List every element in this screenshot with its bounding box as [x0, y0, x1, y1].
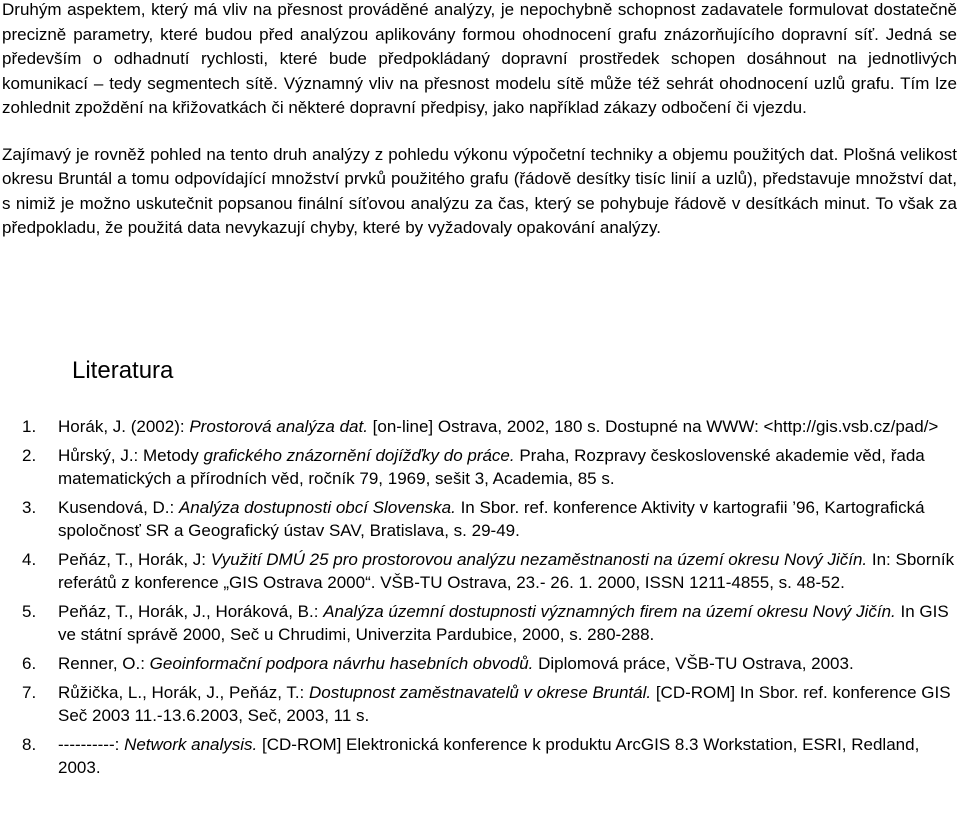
reference-authors: Renner, O.: — [58, 654, 150, 673]
reference-text — [58, 654, 854, 673]
reference-item — [0, 681, 955, 727]
reference-text — [58, 683, 951, 725]
reference-details: In: Sborník referátů z konference „GIS Ostrava 2000“. VŠB-TU Ostrava, 23.- 26. 1. 2000, ISSN 1211-4855, s. 48-52. — [58, 550, 955, 592]
reference-text — [58, 417, 938, 436]
reference-authors: Hůrský, J.: Metody — [58, 446, 204, 465]
reference-item — [0, 496, 955, 542]
reference-details: [CD-ROM] In Sbor. ref. konference GIS Seč 2003 11.-13.6.2003, Seč, 2003, 11 s. — [58, 683, 951, 725]
reference-number: 7. — [22, 683, 37, 702]
reference-details: [on-line] Ostrava, 2002, 180 s. Dostupné na WWW: <http://gis.vsb.cz/pad/> — [367, 417, 939, 436]
reference-title: grafického znázornění dojížďky do práce. — [203, 446, 515, 465]
reference-details: [CD-ROM] Elektronická konference k produktu ArcGIS 8.3 Workstation, ESRI, Redland, 2003. — [58, 735, 920, 777]
reference-text — [58, 498, 925, 540]
document-page — [2, 0, 957, 241]
reference-number: 4. — [22, 550, 37, 569]
reference-title: Prostorová analýza dat. — [189, 417, 368, 436]
reference-authors: Horák, J. (2002): — [58, 417, 190, 436]
reference-title: Analýza dostupnosti obcí Slovenska. — [178, 498, 456, 517]
reference-title: Dostupnost zaměstnavatelů v okrese Bruntál. — [309, 683, 652, 702]
reference-number: 1. — [22, 417, 37, 436]
reference-item — [0, 600, 955, 646]
reference-list — [0, 415, 955, 785]
reference-number: 5. — [22, 602, 37, 621]
reference-item — [0, 652, 955, 675]
reference-authors: Růžička, L., Horák, J., Peňáz, T.: — [58, 683, 310, 702]
reference-title: Network analysis. — [124, 735, 258, 754]
paragraph-accuracy: Druhým aspektem, který má vliv na přesnost prováděné analýzy, je nepochybně schopnost zadavatele formulovat dostatečně precizně parametry, které budou před analýzou aplikovány formou ohodnocení grafu znázorňujícího dopravní síť. Jedná se především o odhadnutí rychlosti, které bude předpokládaný dopravní prostředek schopen dosáhnout na jednotlivých komunikací – tedy segmentech sítě. Významný vliv na přesnost modelu sítě může též sehrát ohodnocení uzlů grafu. Tím lze zohlednit zpoždění na křižovatkách či některé dopravní předpisy, jako například zákazy odbočení či vjezdu. — [2, 0, 957, 117]
paragraph-performance: Zajímavý je rovněž pohled na tento druh analýzy z pohledu výkonu výpočetní techniky a objemu použitých dat. Plošná velikost okresu Bruntál a tomu odpovídající množství prvků použitého grafu (řádově desítky tisíc linií a uzlů), představuje množství dat, s nimiž je možno uskutečnit popsanou finální síťovou analýzu za čas, který se pohybuje řádově v desítkách minut. To však za předpokladu, že použitá data nevykazují chyby, které by vyžadovaly opakování analýzy. — [2, 144, 957, 237]
reference-text — [58, 735, 919, 777]
reference-text — [58, 446, 925, 488]
reference-item — [0, 733, 955, 779]
section-heading-literature: Literatura — [72, 357, 174, 384]
reference-number: 6. — [22, 654, 37, 673]
reference-title: Analýza územní dostupnosti významných firem na území okresu Nový Jičín. — [323, 602, 896, 621]
reference-details: Diplomová práce, VŠB-TU Ostrava, 2003. — [533, 654, 854, 673]
reference-authors: Peňáz, T., Horák, J: — [58, 550, 211, 569]
reference-title: Geoinformační podpora návrhu hasebních obvodů. — [149, 654, 534, 673]
reference-authors: Kusendová, D.: — [58, 498, 179, 517]
reference-details: In GIS ve státní správě 2000, Seč u Chrudimi, Univerzita Pardubice, 2000, s. 280-288. — [58, 602, 949, 644]
reference-details: Praha, Rozpravy československé akademie věd, řada matematických a přírodních věd, ročník 79, 1969, sešit 3, Academia, 85 s. — [58, 446, 925, 488]
reference-authors: ----------: — [58, 735, 125, 754]
reference-authors: Peňáz, T., Horák, J., Horáková, B.: — [58, 602, 324, 621]
reference-title: Využití DMÚ 25 pro prostorovou analýzu nezaměstnanosti na území okresu Nový Jičín. — [210, 550, 868, 569]
reference-number: 8. — [22, 735, 37, 754]
reference-text — [58, 602, 949, 644]
reference-item — [0, 415, 955, 438]
reference-details: In Sbor. ref. konference Aktivity v kartografii ’96, Kartografická spoločnosť SR a Geografický ústav SAV, Bratislava, s. 29-49. — [58, 498, 925, 540]
reference-item — [0, 444, 955, 490]
reference-item — [0, 548, 955, 594]
reference-text — [58, 550, 954, 592]
reference-number: 3. — [22, 498, 37, 517]
reference-number: 2. — [22, 446, 37, 465]
